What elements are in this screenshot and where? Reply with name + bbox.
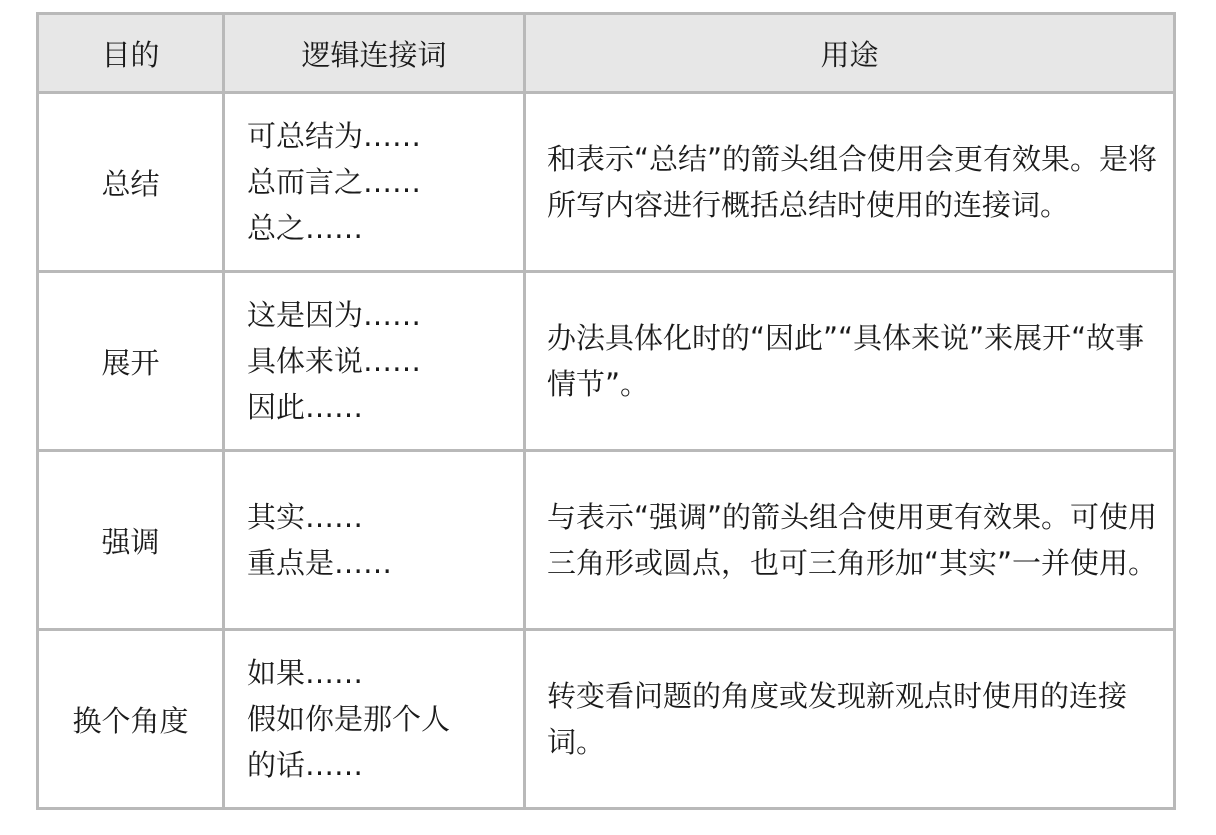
purpose-cell: 强调: [38, 451, 224, 630]
header-row: [38, 14, 1175, 93]
connectors-cell: [224, 630, 525, 809]
connector-phrase: 具体来说……: [247, 344, 422, 378]
connector-phrase: 这是因为……: [247, 298, 422, 332]
usage-text: 转变看问题的角度或发现新观点时使用的连接词。: [547, 679, 1128, 759]
usage-cell: [525, 93, 1175, 272]
connector-phrase: 假如你是那个人: [247, 702, 451, 736]
connector-phrase: 其实……: [247, 500, 364, 534]
usage-cell: [525, 451, 1175, 630]
purpose-cell: 换个角度: [38, 630, 224, 809]
usage-text: 办法具体化时的“因此”“具体来说”来展开“故事情节”。: [547, 321, 1145, 401]
table-row: [38, 93, 1175, 272]
connector-phrase: 总而言之……: [247, 165, 422, 199]
connector-phrase: 重点是……: [247, 546, 393, 580]
connector-phrase: 总之……: [247, 211, 364, 245]
table-row: [38, 272, 1175, 451]
header-purpose: 目的: [38, 14, 224, 93]
connector-phrase: 因此……: [247, 390, 364, 424]
connectors-cell: [224, 93, 525, 272]
connector-phrase: 如果……: [247, 656, 364, 690]
purpose-cell: 总结: [38, 93, 224, 272]
connector-table: [36, 12, 1176, 810]
usage-text: 和表示“总结”的箭头组合使用会更有效果。是将所写内容进行概括总结时使用的连接词。: [547, 142, 1158, 222]
header-usage: 用途: [525, 14, 1175, 93]
connector-phrase: 可总结为……: [247, 119, 422, 153]
usage-text: 与表示“强调”的箭头组合使用更有效果。可使用三角形或圆点，也可三角形加“其实”一并使用。: [547, 500, 1158, 580]
usage-cell: [525, 630, 1175, 809]
header-connectors: 逻辑连接词: [224, 14, 525, 93]
connectors-cell: [224, 272, 525, 451]
connectors-cell: [224, 451, 525, 630]
purpose-cell: 展开: [38, 272, 224, 451]
table-row: [38, 451, 1175, 630]
usage-cell: [525, 272, 1175, 451]
connector-phrase: 的话……: [247, 748, 364, 782]
table-row: [38, 630, 1175, 809]
